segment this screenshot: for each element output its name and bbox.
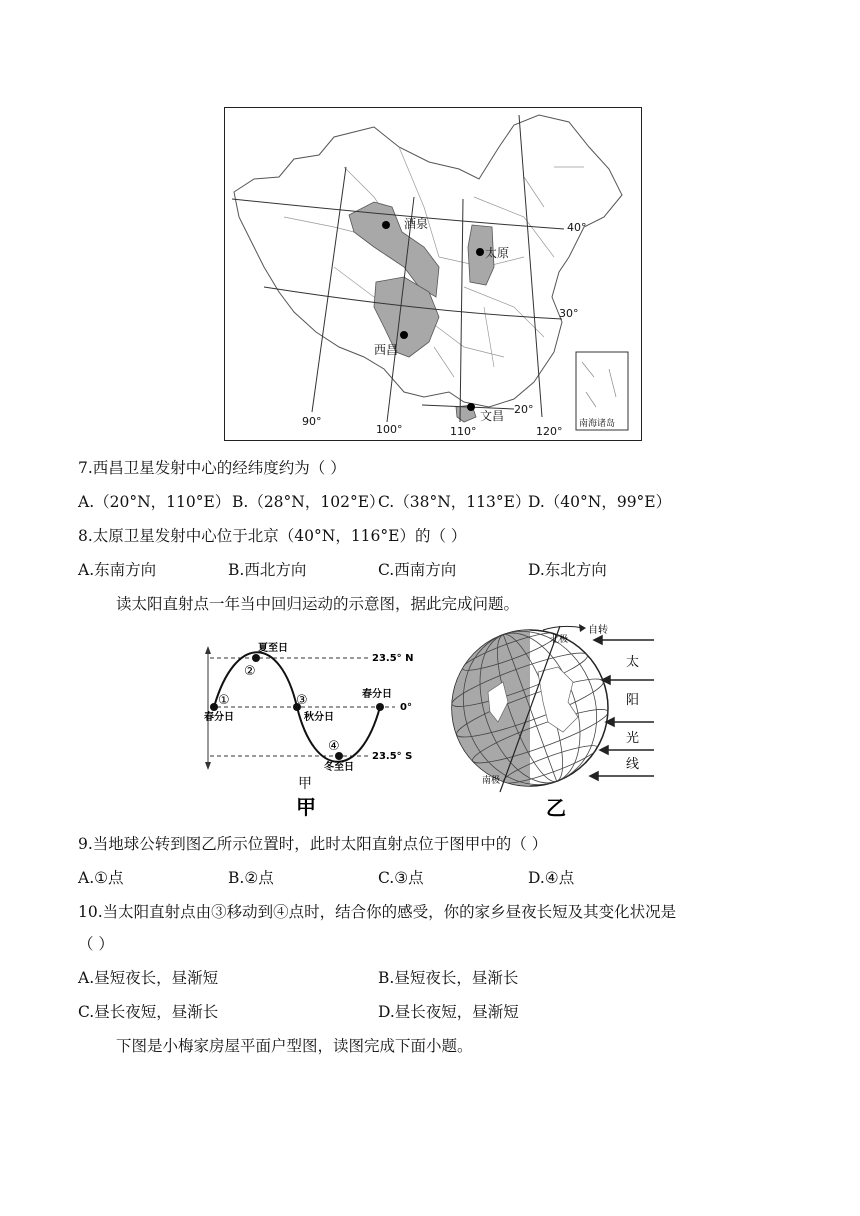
point-1-label: ① xyxy=(218,693,230,708)
figure-jia-title: 甲 xyxy=(296,795,316,819)
taiyuan-dot xyxy=(476,248,484,256)
q7-option-c[interactable]: C.（38°N，113°E） xyxy=(378,493,531,511)
equator-label: 0° xyxy=(400,702,412,713)
intro-sun-motion: 读太阳直射点一年当中回归运动的示意图，据此完成问题。 xyxy=(116,595,520,613)
xichang-dot xyxy=(400,331,408,339)
inset-label: 南海诸岛 xyxy=(579,419,616,429)
point-3-label: ③ xyxy=(296,693,308,708)
q10-option-d[interactable]: D.昼长夜短，昼渐短 xyxy=(378,1003,519,1021)
lon-120-label: 120° xyxy=(536,425,563,438)
jiuquan-dot xyxy=(382,221,390,229)
lon-90-label: 90° xyxy=(302,415,322,428)
xichang-label: 西昌 xyxy=(374,343,399,357)
q8-option-a[interactable]: A.东南方向 xyxy=(78,561,157,579)
q9-option-b[interactable]: B.②点 xyxy=(228,869,274,887)
spring-point xyxy=(210,703,218,711)
summer-label: 夏至日 xyxy=(258,643,288,654)
q10-stem-cont: （ ） xyxy=(78,935,114,953)
rotation-label: 自转 xyxy=(588,625,608,636)
q10-option-c[interactable]: C.昼长夜短，昼渐长 xyxy=(78,1003,219,1021)
south-pole-label: 南极 xyxy=(482,776,501,786)
spring-end-point xyxy=(376,703,384,711)
q7-option-a[interactable]: A.（20°N，110°E） xyxy=(78,493,231,511)
q8-option-c[interactable]: C.西南方向 xyxy=(378,561,457,579)
south-lat-label: 23.5° S xyxy=(372,751,413,762)
q10-stem: 10.当太阳直射点由③移动到④点时，结合你的感受，你的家乡昼夜长短及其变化状况是 xyxy=(78,903,677,921)
figure-yi-earth xyxy=(448,622,664,822)
lon-100-label: 100° xyxy=(376,423,403,436)
sun-char-3: 光 xyxy=(626,731,640,746)
sun-char-1: 太 xyxy=(626,655,640,670)
wenchang-label: 文昌 xyxy=(480,409,505,423)
q10-option-a[interactable]: A.昼短夜长，昼渐短 xyxy=(78,969,219,987)
q7-option-b[interactable]: B.（28°N，102°E） xyxy=(232,493,385,511)
sun-char-2: 阳 xyxy=(626,693,640,708)
q8-stem: 8.太原卫星发射中心位于北京（40°N，116°E）的（ ） xyxy=(78,527,467,545)
lat-30-label: 30° xyxy=(559,307,579,320)
lat-40-label: 40° xyxy=(567,221,587,234)
jiuquan-label: 酒泉 xyxy=(404,217,429,231)
summer-point xyxy=(252,654,260,662)
sun-char-4: 线 xyxy=(626,757,640,772)
spring-end-label: 春分日 xyxy=(362,689,392,700)
taiyuan-label: 太原 xyxy=(485,246,510,260)
lat-20-label: 20° xyxy=(514,403,534,416)
north-pole-label: 北极 xyxy=(550,635,569,645)
q8-option-b[interactable]: B.西北方向 xyxy=(228,561,307,579)
q7-option-d[interactable]: D.（40°N，99°E） xyxy=(528,493,672,511)
figure-jia-sun-motion xyxy=(200,634,440,820)
point-2-label: ② xyxy=(244,664,256,679)
q9-option-c[interactable]: C.③点 xyxy=(378,869,424,887)
china-map-figure xyxy=(224,107,642,441)
q9-option-a[interactable]: A.①点 xyxy=(78,869,124,887)
q9-stem: 9.当地球公转到图乙所示位置时，此时太阳直射点位于图甲中的（ ） xyxy=(78,835,548,853)
autumn-label: 秋分日 xyxy=(304,712,334,723)
night-side xyxy=(448,622,530,822)
spring-label: 春分日 xyxy=(204,712,234,723)
q10-option-b[interactable]: B.昼短夜长，昼渐长 xyxy=(378,969,519,987)
winter-label: 冬至日 xyxy=(324,762,354,773)
q8-option-d[interactable]: D.东北方向 xyxy=(528,561,607,579)
lon-110-label: 110° xyxy=(450,425,477,438)
intro-floor-plan: 下图是小梅家房屋平面户型图，读图完成下面小题。 xyxy=(116,1037,473,1055)
q9-option-d[interactable]: D.④点 xyxy=(528,869,575,887)
figure-jia-title-small: 甲 xyxy=(298,776,312,792)
point-4-label: ④ xyxy=(328,739,340,754)
north-lat-label: 23.5° N xyxy=(372,653,414,664)
wenchang-dot xyxy=(467,403,475,411)
q7-stem: 7.西昌卫星发射中心的经纬度约为（ ） xyxy=(78,459,346,477)
figure-yi-title: 乙 xyxy=(546,796,566,820)
